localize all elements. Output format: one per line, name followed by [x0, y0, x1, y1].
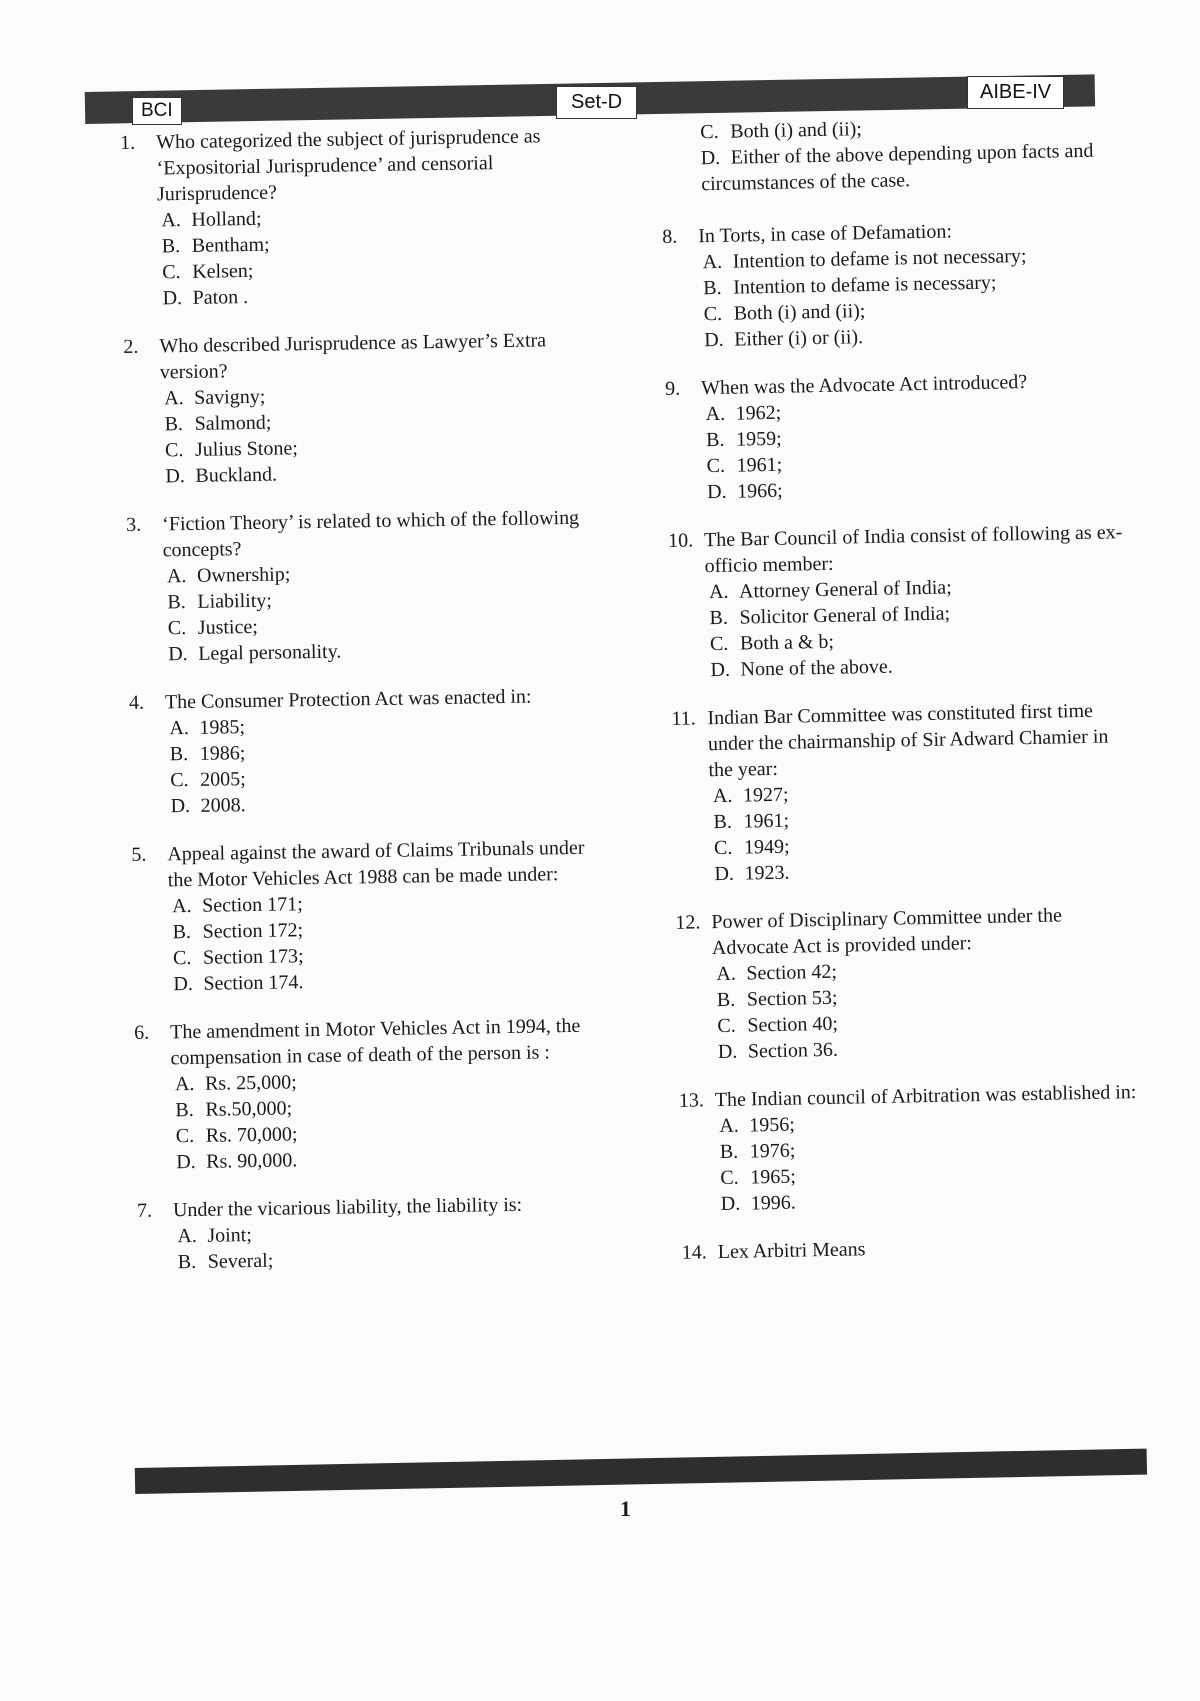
- option-letter: C.: [717, 1014, 736, 1038]
- option-text: Section 53;: [746, 986, 838, 1011]
- question-item: [671, 697, 1134, 888]
- right-column: [660, 111, 1142, 1288]
- option-text: Either (i) or (ii).: [734, 326, 864, 351]
- option-text: Legal personality.: [198, 640, 342, 665]
- option-letter: A.: [702, 250, 723, 274]
- option-letter: D.: [710, 658, 731, 682]
- option-letter: B.: [169, 743, 189, 766]
- option-letter: D.: [720, 1192, 741, 1216]
- option-letter: D.: [173, 972, 194, 996]
- question-number: 2.: [123, 335, 139, 358]
- question-item: [137, 1191, 598, 1276]
- option-text: Rs.50,000;: [205, 1097, 293, 1121]
- option-letter: B.: [161, 235, 181, 258]
- option-letter: D.: [168, 643, 188, 666]
- question-number: 12.: [675, 911, 701, 934]
- option-text: Bentham;: [191, 233, 270, 257]
- option-letter: A.: [169, 716, 190, 740]
- question-number: 7.: [136, 1199, 153, 1222]
- option-letter: C.: [172, 946, 192, 970]
- option-letter: A.: [719, 1114, 739, 1138]
- option-text: 1923.: [744, 861, 790, 885]
- option-letter: C.: [700, 120, 719, 144]
- option-letter: A.: [716, 962, 737, 986]
- option-letter: B.: [177, 1250, 197, 1274]
- option-letter: C.: [709, 632, 729, 656]
- answer-option: [174, 1243, 598, 1276]
- option-text: Section 173;: [202, 945, 304, 969]
- option-text: Attorney General of India;: [738, 576, 952, 603]
- option-text: Rs. 70,000;: [205, 1123, 298, 1147]
- question-item: [682, 1231, 1142, 1266]
- answer-option: [158, 279, 582, 312]
- answer-option: [161, 457, 585, 490]
- option-text: Section 172;: [202, 919, 304, 943]
- question-number: 6.: [134, 1021, 150, 1044]
- option-letter: B.: [713, 810, 733, 834]
- option-letter: A.: [174, 1072, 195, 1096]
- option-text: Joint;: [207, 1224, 252, 1247]
- option-text: Rs. 25,000;: [204, 1071, 297, 1095]
- option-letter: A.: [172, 894, 192, 918]
- option-letter: A.: [712, 784, 733, 808]
- option-text: Intention to defame is not necessary;: [732, 244, 1027, 273]
- option-letter: B.: [709, 606, 729, 630]
- answer-option: [166, 787, 590, 820]
- question-text: The Consumer Protection Act was enacted in:: [164, 685, 532, 714]
- option-text: Section 42;: [746, 960, 838, 985]
- question-number: 3.: [126, 513, 142, 536]
- option-letter: D.: [176, 1150, 196, 1174]
- question-item: [665, 367, 1127, 506]
- question-item: [675, 901, 1138, 1066]
- question-text: Appeal against the award of Claims Tribunals under the Motor Vehicles Act 1988 can be made under:: [167, 836, 585, 892]
- question-text: ‘Fiction Theory’ is related to which of the following concepts?: [162, 506, 580, 562]
- question-item: [668, 519, 1131, 684]
- option-text: Intention to defame is necessary;: [733, 271, 997, 299]
- question-text: The amendment in Motor Vehicles Act in 1994, the compensation in case of death of the person is :: [170, 1014, 581, 1070]
- question-text: The Bar Council of India consist of following as ex-officio member:: [703, 521, 1123, 578]
- option-text: Section 171;: [202, 893, 303, 917]
- option-text: Section 40;: [747, 1012, 839, 1037]
- header-tag-center: Set-D: [556, 86, 637, 119]
- option-text: Both a & b;: [739, 630, 835, 655]
- option-letter: A.: [166, 565, 187, 588]
- option-letter: A.: [705, 402, 726, 426]
- option-text: Several;: [207, 1249, 274, 1273]
- question-item: [120, 123, 583, 312]
- option-text: Buckland.: [195, 463, 278, 487]
- question-text: Power of Disciplinary Committee under the Advocate Act is provided under:: [711, 904, 1063, 960]
- question-number: 5.: [131, 843, 147, 866]
- option-letter: D.: [704, 328, 724, 352]
- option-text: Holland;: [191, 207, 262, 231]
- option-letter: C.: [713, 836, 733, 860]
- option-text: Julius Stone;: [194, 437, 298, 461]
- option-letter: C.: [164, 439, 184, 462]
- footer-bar: [135, 1449, 1147, 1494]
- option-text: Savigny;: [194, 385, 266, 409]
- option-letter: C.: [167, 617, 187, 640]
- option-letter: D.: [162, 287, 183, 310]
- header-tag-right: AIBE-IV: [967, 76, 1064, 109]
- page-number: 1: [620, 1496, 631, 1521]
- option-text: 1949;: [743, 835, 790, 859]
- question-text: Who described Jurisprudence as Lawyer’s Extra version?: [159, 329, 547, 384]
- option-text: Section 36.: [747, 1038, 839, 1063]
- option-text: Ownership;: [196, 563, 291, 587]
- option-text: 1986;: [199, 742, 246, 765]
- question-text: In Torts, in case of Defamation:: [698, 220, 953, 248]
- option-text: 2005;: [200, 768, 246, 791]
- option-text: Liability;: [197, 589, 273, 613]
- option-letter: D.: [706, 480, 727, 504]
- option-letter: D.: [170, 794, 191, 818]
- option-letter: D.: [700, 146, 721, 170]
- option-letter: C.: [162, 261, 181, 284]
- option-letter: C.: [720, 1166, 739, 1190]
- answer-option: [164, 635, 588, 668]
- option-letter: D.: [717, 1040, 738, 1064]
- option-text: 1965;: [750, 1165, 797, 1189]
- option-text: 1996.: [750, 1191, 797, 1215]
- option-letter: C.: [175, 1124, 195, 1148]
- option-text: 1959;: [735, 427, 782, 451]
- question-number: 1.: [120, 131, 136, 154]
- option-letter: C.: [706, 454, 726, 478]
- question-item: [126, 505, 588, 668]
- question-text: Lex Arbitri Means: [717, 1238, 866, 1264]
- option-text: Justice;: [197, 615, 258, 639]
- option-letter: B.: [719, 1140, 739, 1164]
- option-text: 2008.: [200, 794, 246, 817]
- option-text: Kelsen;: [192, 259, 254, 283]
- option-letter: B.: [705, 428, 725, 452]
- option-letter: A.: [177, 1224, 198, 1248]
- option-letter: B.: [164, 413, 184, 436]
- option-text: 1966;: [736, 479, 783, 503]
- question-number: 8.: [662, 225, 678, 248]
- option-text: 1976;: [749, 1139, 796, 1163]
- option-letter: A.: [161, 209, 182, 232]
- question-number: 14.: [681, 1241, 707, 1264]
- option-letter: B.: [703, 276, 722, 300]
- option-text: Paton .: [192, 286, 249, 309]
- question-text: Who categorized the subject of jurisprudence as ‘Expositorial Jurisprudence’ and censorial Jurisprudence?: [156, 125, 541, 206]
- question-text: Indian Bar Committee was constituted first time under the chairmanship of Sir Adward Chamier in the year:: [707, 699, 1109, 782]
- option-text: 1956;: [749, 1113, 796, 1137]
- option-letter: A.: [164, 387, 184, 410]
- header-tag-left: BCI: [132, 97, 182, 125]
- option-letter: D.: [714, 862, 735, 886]
- question-number: 4.: [128, 691, 145, 714]
- option-text: Rs. 90,000.: [206, 1149, 298, 1173]
- option-letter: B.: [172, 920, 192, 944]
- question-item: [123, 327, 585, 490]
- option-text: Section 174.: [203, 971, 304, 995]
- option-text: Both (i) and (ii);: [733, 300, 866, 325]
- option-text: 1927;: [742, 783, 789, 807]
- answer-option: [169, 965, 593, 998]
- option-text: 1961;: [743, 809, 790, 833]
- question-text: The Indian council of Arbitration was established in:: [714, 1081, 1137, 1112]
- question-number: 9.: [664, 377, 681, 400]
- question-item: [129, 683, 591, 820]
- option-text: 1961;: [736, 453, 783, 477]
- option-letter: C.: [703, 302, 723, 326]
- question-text: When was the Advocate Act introduced?: [700, 371, 1028, 400]
- option-text: 1962;: [735, 401, 782, 425]
- answer-option: [172, 1143, 596, 1176]
- option-text: Solicitor General of India;: [739, 602, 951, 629]
- question-text: Under the vicarious liability, the liability is:: [172, 1193, 523, 1222]
- question-item: [662, 215, 1124, 354]
- option-text: 1985;: [199, 716, 246, 739]
- question-number: 13.: [678, 1089, 705, 1112]
- continued-options: [660, 111, 1121, 198]
- question-item: [134, 1013, 596, 1176]
- option-letter: A.: [708, 580, 729, 604]
- question-item: [131, 835, 593, 998]
- question-item: [679, 1079, 1141, 1218]
- option-text: Both (i) and (ii);: [730, 118, 863, 143]
- question-number: 11.: [671, 707, 696, 730]
- option-letter: B.: [167, 591, 186, 614]
- option-text: Salmond;: [194, 411, 272, 435]
- option-letter: B.: [175, 1098, 194, 1122]
- option-letter: D.: [165, 465, 186, 488]
- question-number: 10.: [667, 529, 694, 552]
- answer-option: [696, 137, 1121, 197]
- option-text: Either of the above depending upon facts and circumstances of the case.: [701, 139, 1094, 196]
- option-text: None of the above.: [740, 655, 893, 681]
- option-letter: B.: [716, 988, 736, 1012]
- option-letter: C.: [170, 769, 189, 792]
- left-column: [120, 123, 598, 1298]
